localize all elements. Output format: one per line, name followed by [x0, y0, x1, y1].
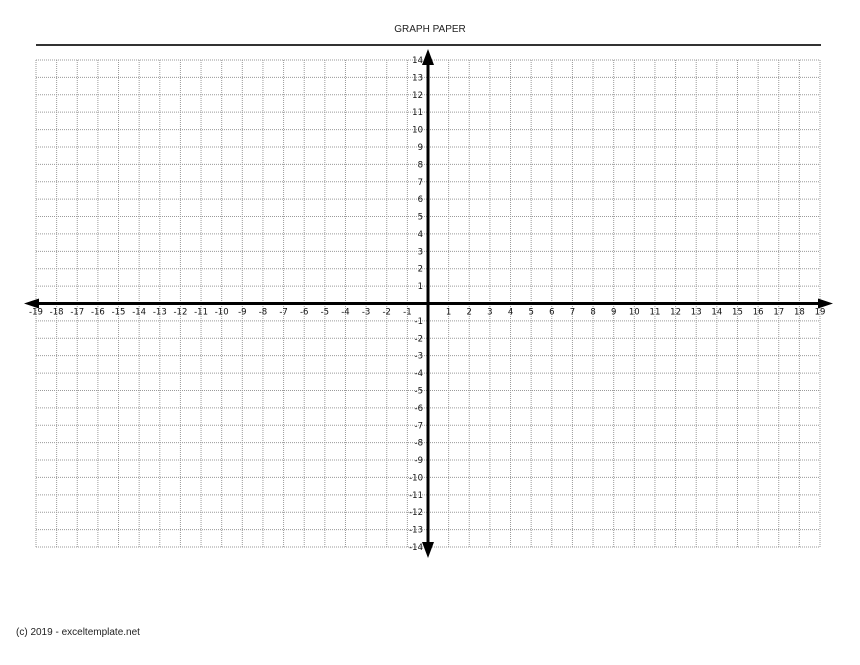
y-tick-label: -11	[409, 490, 423, 501]
y-tick-label: 11	[412, 108, 423, 119]
x-tick-label: -13	[152, 307, 167, 318]
x-tick-label: 17	[773, 307, 785, 318]
x-tick-label: 6	[549, 307, 555, 318]
x-tick-label: -19	[29, 307, 43, 318]
x-tick-label: -4	[341, 307, 350, 318]
x-tick-label: -2	[382, 307, 391, 318]
x-tick-label: -17	[70, 307, 85, 318]
x-tick-label: -11	[194, 307, 208, 318]
y-tick-label: -6	[414, 403, 423, 414]
y-tick-label: -13	[409, 525, 423, 536]
x-tick-label: 12	[670, 307, 681, 318]
x-tick-label: -9	[238, 307, 247, 318]
x-tick-label: -8	[258, 307, 268, 318]
x-tick-label: -15	[111, 307, 126, 318]
x-tick-label: 15	[732, 307, 743, 318]
page-title: GRAPH PAPER	[394, 24, 466, 35]
y-tick-label: 13	[412, 73, 423, 84]
y-tick-label: 1	[417, 282, 423, 293]
y-tick-label: -10	[409, 473, 423, 484]
x-tick-label: 1	[445, 307, 452, 318]
y-tick-label: -12	[409, 508, 423, 519]
x-tick-label: 13	[690, 307, 702, 318]
x-tick-label: 9	[610, 307, 617, 318]
x-tick-label: -18	[49, 307, 64, 318]
x-tick-label: 3	[487, 307, 493, 318]
y-tick-label: -9	[414, 456, 423, 467]
y-tick-label: 6	[417, 195, 423, 206]
x-tick-label: -10	[214, 307, 229, 318]
y-tick-label: -4	[414, 369, 423, 380]
y-tick-label: 8	[417, 160, 423, 171]
x-tick-label: 11	[649, 307, 661, 318]
y-tick-label: 14	[412, 56, 423, 66]
y-tick-label: -5	[414, 386, 423, 397]
x-tick-label: -3	[361, 307, 371, 318]
x-tick-label: 5	[528, 307, 534, 318]
y-tick-label: 4	[417, 229, 423, 240]
x-tick-label: 7	[569, 307, 576, 318]
x-tick-label: 18	[793, 307, 805, 318]
x-tick-label: 16	[752, 307, 764, 318]
y-tick-label: -3	[414, 351, 423, 362]
x-tick-label: -6	[299, 307, 309, 318]
y-tick-label: -7	[414, 421, 423, 432]
y-tick-label: 3	[417, 247, 423, 258]
x-tick-label: 19	[814, 307, 826, 318]
y-tick-label: 7	[417, 177, 423, 188]
x-tick-label: -1	[403, 307, 412, 318]
x-tick-label: 4	[507, 307, 514, 318]
arrow-down-icon	[422, 542, 434, 558]
y-tick-label: 5	[417, 212, 423, 223]
y-tick-label: -2	[414, 334, 423, 345]
x-tick-label: -12	[173, 307, 188, 318]
y-tick-label: -1	[414, 316, 423, 327]
x-tick-label: 8	[590, 307, 596, 318]
y-tick-label: 10	[412, 125, 423, 136]
x-tick-label: 14	[711, 307, 723, 318]
x-tick-label: 10	[628, 307, 640, 318]
copyright-footer: (c) 2019 - exceltemplate.net	[16, 627, 140, 638]
x-tick-label: 2	[466, 307, 472, 318]
x-tick-label: -5	[320, 307, 330, 318]
y-tick-label: 12	[412, 90, 423, 101]
y-tick-label: -14	[409, 543, 423, 553]
x-tick-label: -7	[279, 307, 288, 318]
y-tick-label: 9	[417, 142, 423, 153]
arrow-up-icon	[422, 49, 434, 65]
axes	[24, 49, 833, 558]
x-tick-label: -14	[132, 307, 147, 318]
y-tick-label: -8	[414, 438, 423, 449]
y-tick-label: 2	[417, 264, 423, 275]
x-tick-label: -16	[90, 307, 105, 318]
